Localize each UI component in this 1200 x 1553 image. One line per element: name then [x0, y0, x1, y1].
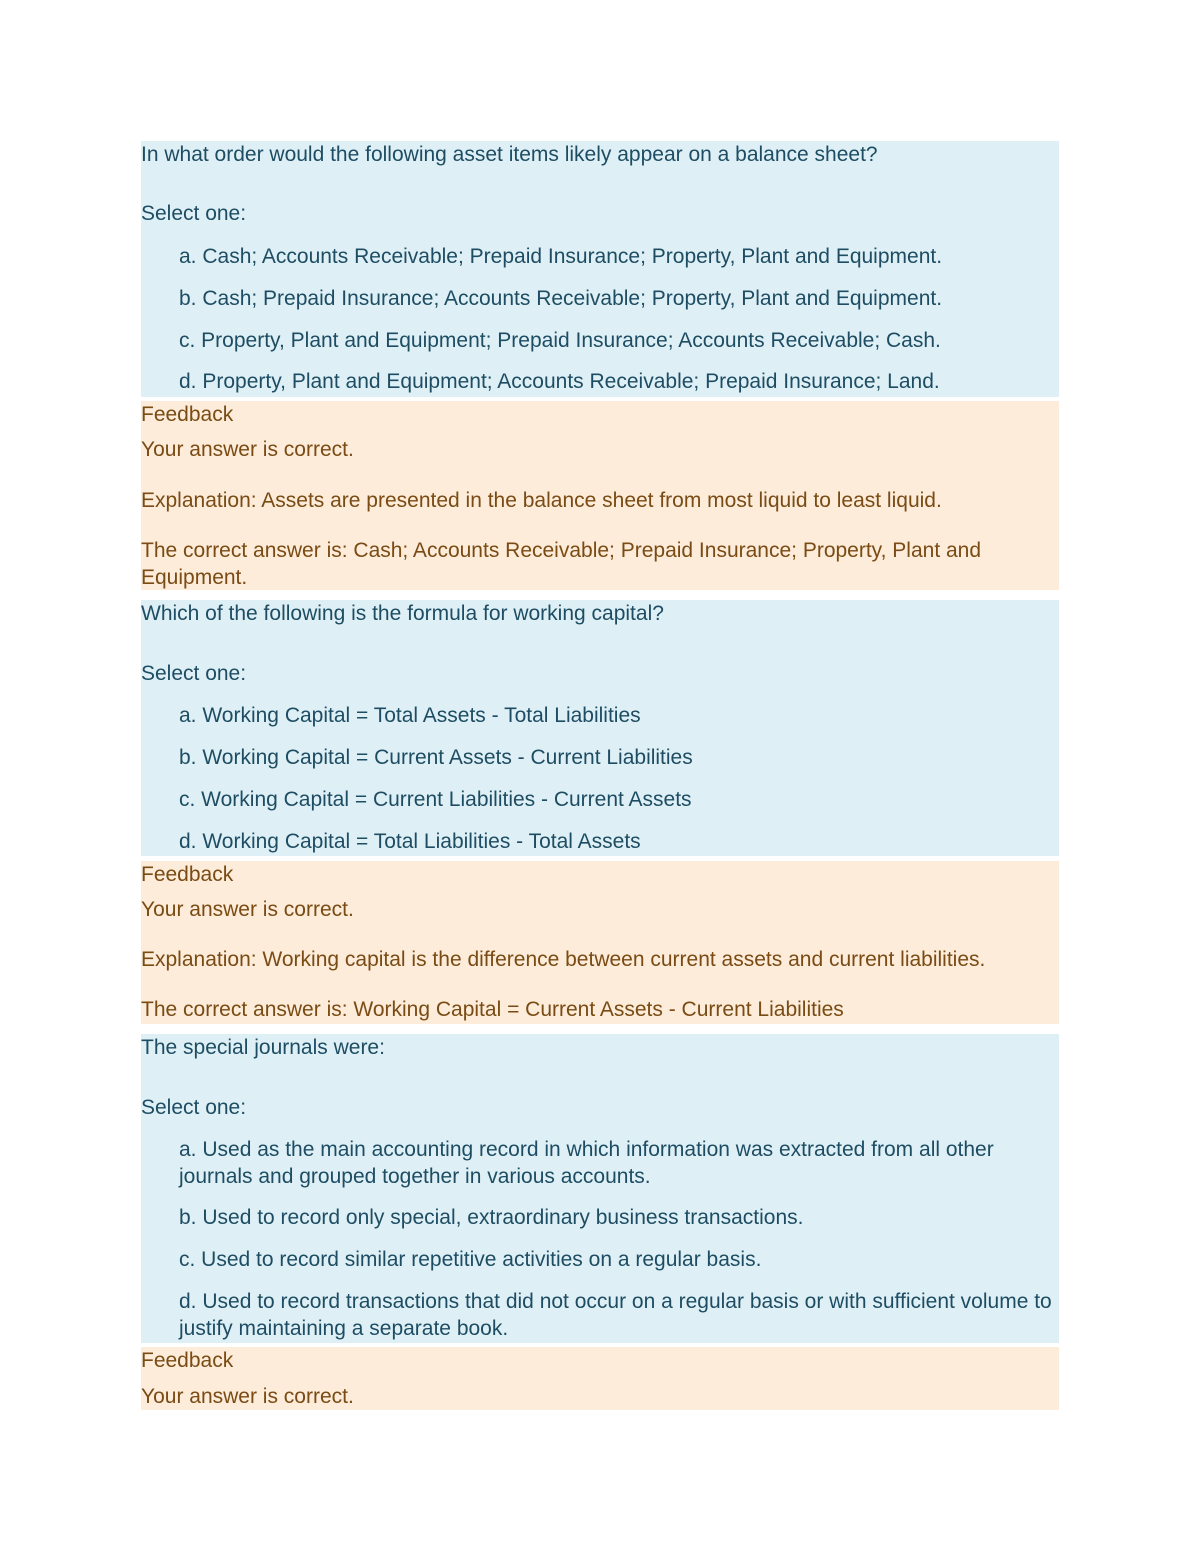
select-prompt: Select one:	[141, 202, 247, 225]
answer-option-b[interactable]: b. Used to record only special, extraordinary business transactions.	[179, 1206, 804, 1229]
feedback-result: Your answer is correct.	[141, 438, 354, 461]
answer-option-a[interactable]: a. Cash; Accounts Receivable; Prepaid Insurance; Property, Plant and Equipment.	[179, 245, 943, 268]
feedback-block-2	[141, 861, 1059, 1024]
question-block-3	[141, 1034, 1059, 1343]
answer-option-c[interactable]: c. Property, Plant and Equipment; Prepaid Insurance; Accounts Receivable; Cash.	[179, 329, 941, 352]
answer-option-a[interactable]: a. Used as the main accounting record in which information was extracted from all other journals and grouped together in various accounts.	[179, 1138, 994, 1188]
select-prompt: Select one:	[141, 662, 247, 685]
answer-option-d[interactable]: d. Used to record transactions that did not occur on a regular basis or with sufficient volume to justify maintaining a separate book.	[179, 1290, 1052, 1340]
answer-option-c[interactable]: c. Working Capital = Current Liabilities - Current Assets	[179, 788, 692, 811]
select-prompt: Select one:	[141, 1096, 247, 1119]
answer-option-c[interactable]: c. Used to record similar repetitive activities on a regular basis.	[179, 1248, 762, 1271]
feedback-explanation: Explanation: Working capital is the difference between current assets and current liabilities.	[141, 948, 986, 971]
question-text: Which of the following is the formula for working capital?	[141, 602, 664, 625]
answer-option-d[interactable]: d. Property, Plant and Equipment; Accounts Receivable; Prepaid Insurance; Land.	[179, 370, 940, 393]
question-block-2	[141, 600, 1059, 856]
question-text: In what order would the following asset items likely appear on a balance sheet?	[141, 143, 878, 166]
feedback-block-3	[141, 1347, 1059, 1410]
feedback-heading: Feedback	[141, 863, 234, 886]
feedback-correct-answer: The correct answer is: Cash; Accounts Receivable; Prepaid Insurance; Property, Plant and Equipment.	[141, 539, 982, 589]
question-text: The special journals were:	[141, 1036, 385, 1059]
question-block-1	[141, 141, 1059, 397]
answer-option-d[interactable]: d. Working Capital = Total Liabilities - Total Assets	[179, 830, 641, 853]
answer-option-b[interactable]: b. Cash; Prepaid Insurance; Accounts Receivable; Property, Plant and Equipment.	[179, 287, 943, 310]
feedback-correct-answer: The correct answer is: Working Capital = Current Assets - Current Liabilities	[141, 998, 844, 1021]
answer-option-a[interactable]: a. Working Capital = Total Assets - Total Liabilities	[179, 704, 641, 727]
answer-option-b[interactable]: b. Working Capital = Current Assets - Current Liabilities	[179, 746, 693, 769]
feedback-explanation: Explanation: Assets are presented in the balance sheet from most liquid to least liquid.	[141, 489, 942, 512]
feedback-heading: Feedback	[141, 403, 234, 426]
feedback-result: Your answer is correct.	[141, 898, 354, 921]
feedback-block-1	[141, 401, 1059, 590]
feedback-result: Your answer is correct.	[141, 1385, 354, 1408]
feedback-heading: Feedback	[141, 1349, 234, 1372]
